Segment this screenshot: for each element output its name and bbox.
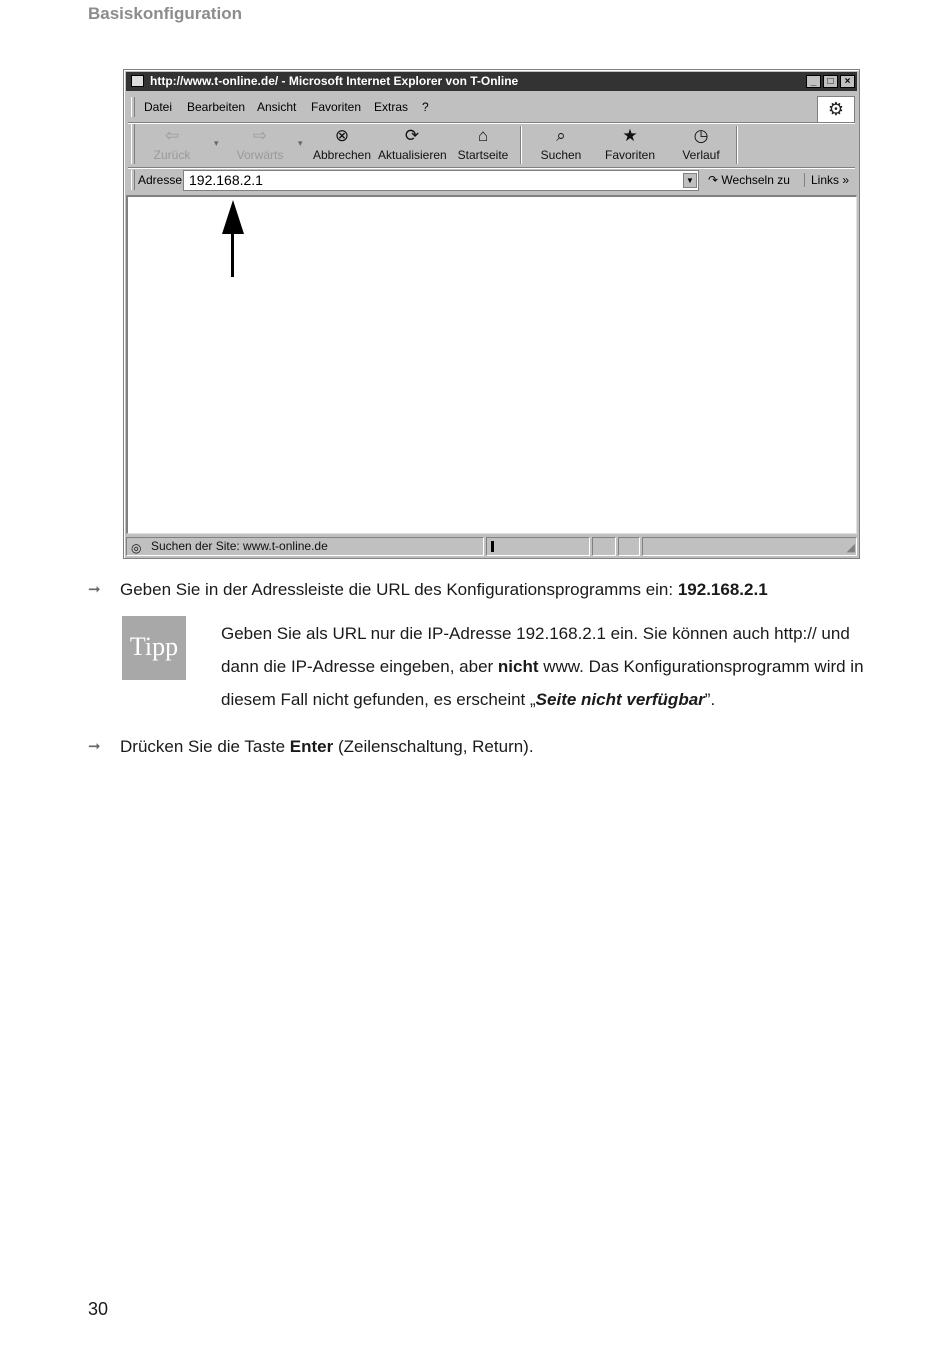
title-bar [126,72,857,91]
status-text: Suchen der Site: www.t-online.de [151,539,328,553]
favorites-label: Favoriten [604,148,656,162]
home-button[interactable] [454,126,512,162]
menu-bar [128,95,855,119]
toolbar-end-divider [736,126,738,164]
stop-label: Abbrechen [312,148,372,162]
home-label: Startseite [457,148,509,162]
page-number: 30 [88,1299,109,1319]
minimize-button[interactable]: _ [806,75,821,88]
refresh-button[interactable] [378,126,446,162]
throbber-logo-icon: ⚙ [817,96,855,123]
toolbar-divider [520,126,522,164]
history-icon: ◷ [693,126,709,145]
favorites-button[interactable] [602,126,658,162]
ie-app-icon [131,75,144,87]
forward-button[interactable] [232,126,288,162]
maximize-button[interactable]: □ [823,75,838,88]
search-icon: ⌕ [556,126,566,145]
step-text: Geben Sie in der Adressleiste die URL des Konfigurationsprogramms ein: 192.168.2.1 [120,580,768,599]
stop-button[interactable] [312,126,372,162]
tip-badge: Tipp [122,616,186,680]
step-arrow-icon: ➞ [88,738,99,755]
standard-toolbar [128,124,855,166]
loading-globe-icon: ◎ [131,541,142,555]
status-cell-small [592,537,616,556]
address-input[interactable]: 192.168.2.1 [183,170,699,191]
menu-bearbeiten[interactable]: Bearbeiten [187,100,246,114]
go-label: Wechseln zu [721,173,790,187]
go-button[interactable] [708,173,790,187]
zone-cell [642,537,857,556]
menu-help[interactable]: ? [422,100,429,114]
go-arrow-icon: ↷ [708,173,719,187]
refresh-label: Aktualisieren [378,148,447,162]
page-content-area[interactable] [126,195,857,534]
history-label: Verlauf [682,148,720,162]
address-label: Adresse [138,173,183,187]
tip-text: Geben Sie als URL nur die IP-Adresse 192.168.2.1 ein. Sie können auch http:// und dann die IP-Adresse eingeben, aber nicht www. Das Konfigurationsprogramm wird in diesem Fall nicht gefunden, es erscheint „Seite nicht verfügbar”. [221,624,864,709]
pointer-arrow-head [222,200,244,234]
status-bar [126,537,857,556]
forward-arrow-icon: ⇨ [252,126,268,145]
stop-icon: ⊗ [334,126,350,145]
status-cell-small [618,537,640,556]
chevron-right-icon: » [842,173,850,187]
search-button[interactable] [534,126,588,162]
back-dropdown-icon[interactable]: ▾ [214,138,219,148]
history-button[interactable] [676,126,726,162]
menu-ansicht[interactable]: Ansicht [257,100,297,114]
back-button[interactable] [148,126,196,162]
favorites-icon: ★ [622,126,638,145]
links-button[interactable] [804,173,849,187]
menu-favoriten[interactable]: Favoriten [311,100,362,114]
forward-label: Vorwärts [236,148,284,162]
address-grip [131,170,135,190]
status-text-cell [126,537,484,556]
progress-cell [486,537,590,556]
back-label: Zurück [153,148,191,162]
address-dropdown-icon[interactable]: ▼ [683,173,697,188]
section-title: Basiskonfiguration [88,4,242,23]
step-text: Drücken Sie die Taste Enter (Zeilenschaltung, Return). [120,737,534,756]
forward-dropdown-icon[interactable]: ▾ [298,138,303,148]
address-bar [128,170,855,192]
home-icon: ⌂ [477,126,489,145]
menu-grip [131,97,135,117]
progress-bar [491,541,494,552]
toolbar-grip [131,124,135,164]
search-label: Suchen [540,148,582,162]
menu-extras[interactable]: Extras [374,100,409,114]
pointer-arrow-shaft [231,230,234,277]
back-arrow-icon: ⇦ [164,126,180,145]
menu-datei[interactable]: Datei [144,100,173,114]
resize-grip-icon[interactable]: ◢ [846,542,855,554]
links-label: Links [811,173,840,187]
browser-window [123,69,860,559]
refresh-icon: ⟳ [404,126,420,145]
step-arrow-icon: ➞ [88,581,99,598]
close-button[interactable]: × [840,75,855,88]
window-title: http://www.t-online.de/ - Microsoft Internet Explorer von T-Online [150,74,519,88]
addressbar-separator [128,167,855,169]
